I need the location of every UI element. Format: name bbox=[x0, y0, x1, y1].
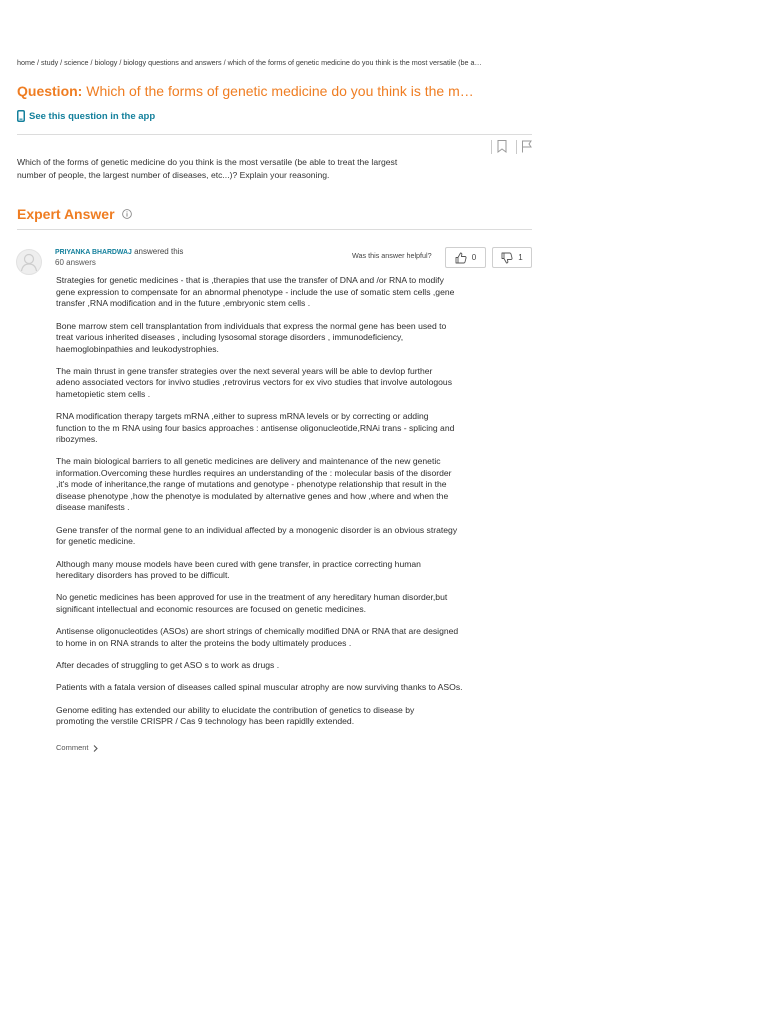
author-action: answered this bbox=[134, 247, 184, 256]
answer-line: to home in on RNA strands to alter the proteins the body ultimately produces . bbox=[56, 637, 352, 648]
answer-line: Genome editing has extended our ability to elucidate the contribution of genetics to disease by bbox=[56, 704, 415, 715]
answer-line: gene expression to compensate for an abnormal phenotype - include the use of somatic stem cells ,gene bbox=[56, 286, 455, 297]
author-answer-count: 60 answers bbox=[55, 258, 96, 267]
divider bbox=[17, 134, 532, 135]
answer-paragraph bbox=[56, 660, 463, 672]
flag-icon[interactable] bbox=[521, 140, 532, 153]
answer-author bbox=[55, 247, 183, 258]
helpful-prompt: Was this answer helpful? bbox=[352, 251, 432, 260]
breadcrumb-home[interactable]: home bbox=[17, 58, 35, 67]
answer-line: for genetic medicine. bbox=[56, 536, 136, 547]
breadcrumb-current: which of the forms of genetic medicine do you think is the most versatile (be a… bbox=[227, 58, 482, 67]
phone-icon bbox=[17, 110, 25, 122]
breadcrumb-separator: / bbox=[36, 58, 39, 67]
answer-line: Antisense oligonucleotides (ASOs) are short strings of chemically modified DNA or RNA that are designed bbox=[56, 626, 459, 637]
divider bbox=[491, 140, 492, 154]
divider bbox=[516, 140, 517, 154]
answer-paragraph bbox=[56, 626, 463, 649]
answer-paragraph bbox=[56, 275, 463, 310]
answer-line: Bone marrow stem cell transplantation from individuals that express the normal gene has been used to bbox=[56, 320, 447, 331]
divider bbox=[17, 229, 532, 230]
breadcrumb-separator: / bbox=[60, 58, 63, 67]
answer-line: hereditary disorders has proved to be difficult. bbox=[56, 570, 230, 581]
answer-line: hametopietic stem cells . bbox=[56, 388, 151, 399]
thumbs-up-icon bbox=[455, 252, 467, 264]
answer-line: information.Overcoming these hurdles requires an understanding of the : molecular basis of the disorder bbox=[56, 467, 452, 478]
answer-line: transfer ,RNA modification and in the future ,embryonic stem cells . bbox=[56, 298, 311, 309]
breadcrumb-separator: / bbox=[223, 58, 226, 67]
see-in-app-label: See this question in the app bbox=[29, 110, 156, 122]
answer-line: ,it's mode of inheritance,the range of mutations and genotype - phenotype relationship that result in the bbox=[56, 479, 447, 490]
breadcrumb-biology[interactable]: biology bbox=[94, 58, 118, 67]
answer-line: Although many mouse models have been cured with gene transfer, in practice correcting human bbox=[56, 558, 421, 569]
answer-paragraph bbox=[56, 366, 463, 401]
answer-paragraph bbox=[56, 705, 463, 728]
answer-line: After decades of struggling to get ASO s to work as drugs . bbox=[56, 659, 280, 670]
answer-paragraph bbox=[56, 321, 463, 356]
answer-line: promoting the verstile CRISPR / Cas 9 technology has been rapidlly extended. bbox=[56, 716, 355, 727]
answer-line: RNA modification therapy targets mRNA ,either to supress mRNA levels or by correcting or adding bbox=[56, 411, 429, 422]
answer-line: adeno associated vectors for invivo studies ,retrovirus vectors for ex vivo studies that involve autologous bbox=[56, 377, 452, 388]
question-title bbox=[17, 82, 474, 100]
author-name-link[interactable]: PRIYANKA BHARDWAJ bbox=[55, 249, 132, 256]
answer-line: The main biological barriers to all genetic medicines are delivery and maintenance of the new genetic bbox=[56, 456, 441, 467]
dislike-count: 1 bbox=[518, 253, 523, 262]
breadcrumb-study[interactable]: study bbox=[40, 58, 59, 67]
answer-line: ribozymes. bbox=[56, 434, 98, 445]
breadcrumb-separator: / bbox=[90, 58, 93, 67]
answer-line: disease phenotype ,how the phenotye is modulated by alternative genes and how ,where and when the bbox=[56, 490, 449, 501]
breadcrumb bbox=[17, 58, 482, 68]
question-label: Question: bbox=[17, 83, 83, 99]
like-button[interactable] bbox=[445, 247, 486, 268]
answer-line: treat various inherited diseases , including lysosomal storage disorders , immunodeficiency, bbox=[56, 332, 404, 343]
answer-paragraph bbox=[56, 411, 463, 446]
answer-line: No genetic medicines has been approved for use in the treatment of any hereditary human disorder,but bbox=[56, 592, 448, 603]
answer-line: haemoglobinpathies and leukodystrophies. bbox=[56, 343, 219, 354]
question-title-text: Which of the forms of genetic medicine do you think is the m… bbox=[86, 83, 474, 99]
answer-line: Gene transfer of the normal gene to an individual affected by a monogenic disorder is an obvious strategy bbox=[56, 524, 458, 535]
see-in-app-link[interactable] bbox=[17, 109, 155, 123]
question-body bbox=[17, 156, 397, 182]
answer-line: The main thrust in gene transfer strategies over the next several years will be able to devlop further bbox=[56, 365, 433, 376]
question-body-line: number of people, the largest number of diseases, etc...)? Explain your reasoning. bbox=[17, 169, 330, 180]
answer-line: disease manifests . bbox=[56, 502, 130, 513]
breadcrumb-science[interactable]: science bbox=[64, 58, 89, 67]
info-icon[interactable] bbox=[122, 209, 132, 219]
question-body-line: Which of the forms of genetic medicine do you think is the most versatile (be able to treat the largest bbox=[17, 156, 398, 167]
answer-line: significant intellectual and economic resources are focused on genetic medicines. bbox=[56, 603, 367, 614]
answer-paragraph bbox=[56, 525, 463, 548]
breadcrumb-separator: / bbox=[119, 58, 122, 67]
answer-paragraph bbox=[56, 456, 463, 514]
answer-line: function to the m RNA using four basics approaches : antisense oligonucleotide,RNAi trans - splicing and bbox=[56, 422, 455, 433]
expert-answer-heading: Expert Answer bbox=[17, 206, 115, 222]
comment-link[interactable] bbox=[56, 743, 98, 753]
dislike-button[interactable] bbox=[492, 247, 532, 268]
answer-paragraph bbox=[56, 592, 463, 615]
breadcrumb-biology-questions[interactable]: biology questions and answers bbox=[123, 58, 222, 67]
bookmark-icon[interactable] bbox=[497, 140, 507, 153]
answer-line: Strategies for genetic medicines - that is ,therapies that use the transfer of DNA and /or RNA to modify bbox=[56, 275, 444, 286]
chevron-right-icon bbox=[93, 745, 98, 752]
answer-paragraph bbox=[56, 682, 463, 694]
answer-body bbox=[56, 275, 463, 738]
answer-line: Patients with a fatala version of diseases called spinal muscular atrophy are now surviving thanks to ASOs. bbox=[56, 682, 463, 693]
user-avatar-icon bbox=[16, 249, 42, 275]
answer-paragraph bbox=[56, 559, 463, 582]
comment-label: Comment bbox=[56, 743, 89, 752]
thumbs-down-icon bbox=[501, 252, 513, 264]
like-count: 0 bbox=[471, 253, 477, 262]
